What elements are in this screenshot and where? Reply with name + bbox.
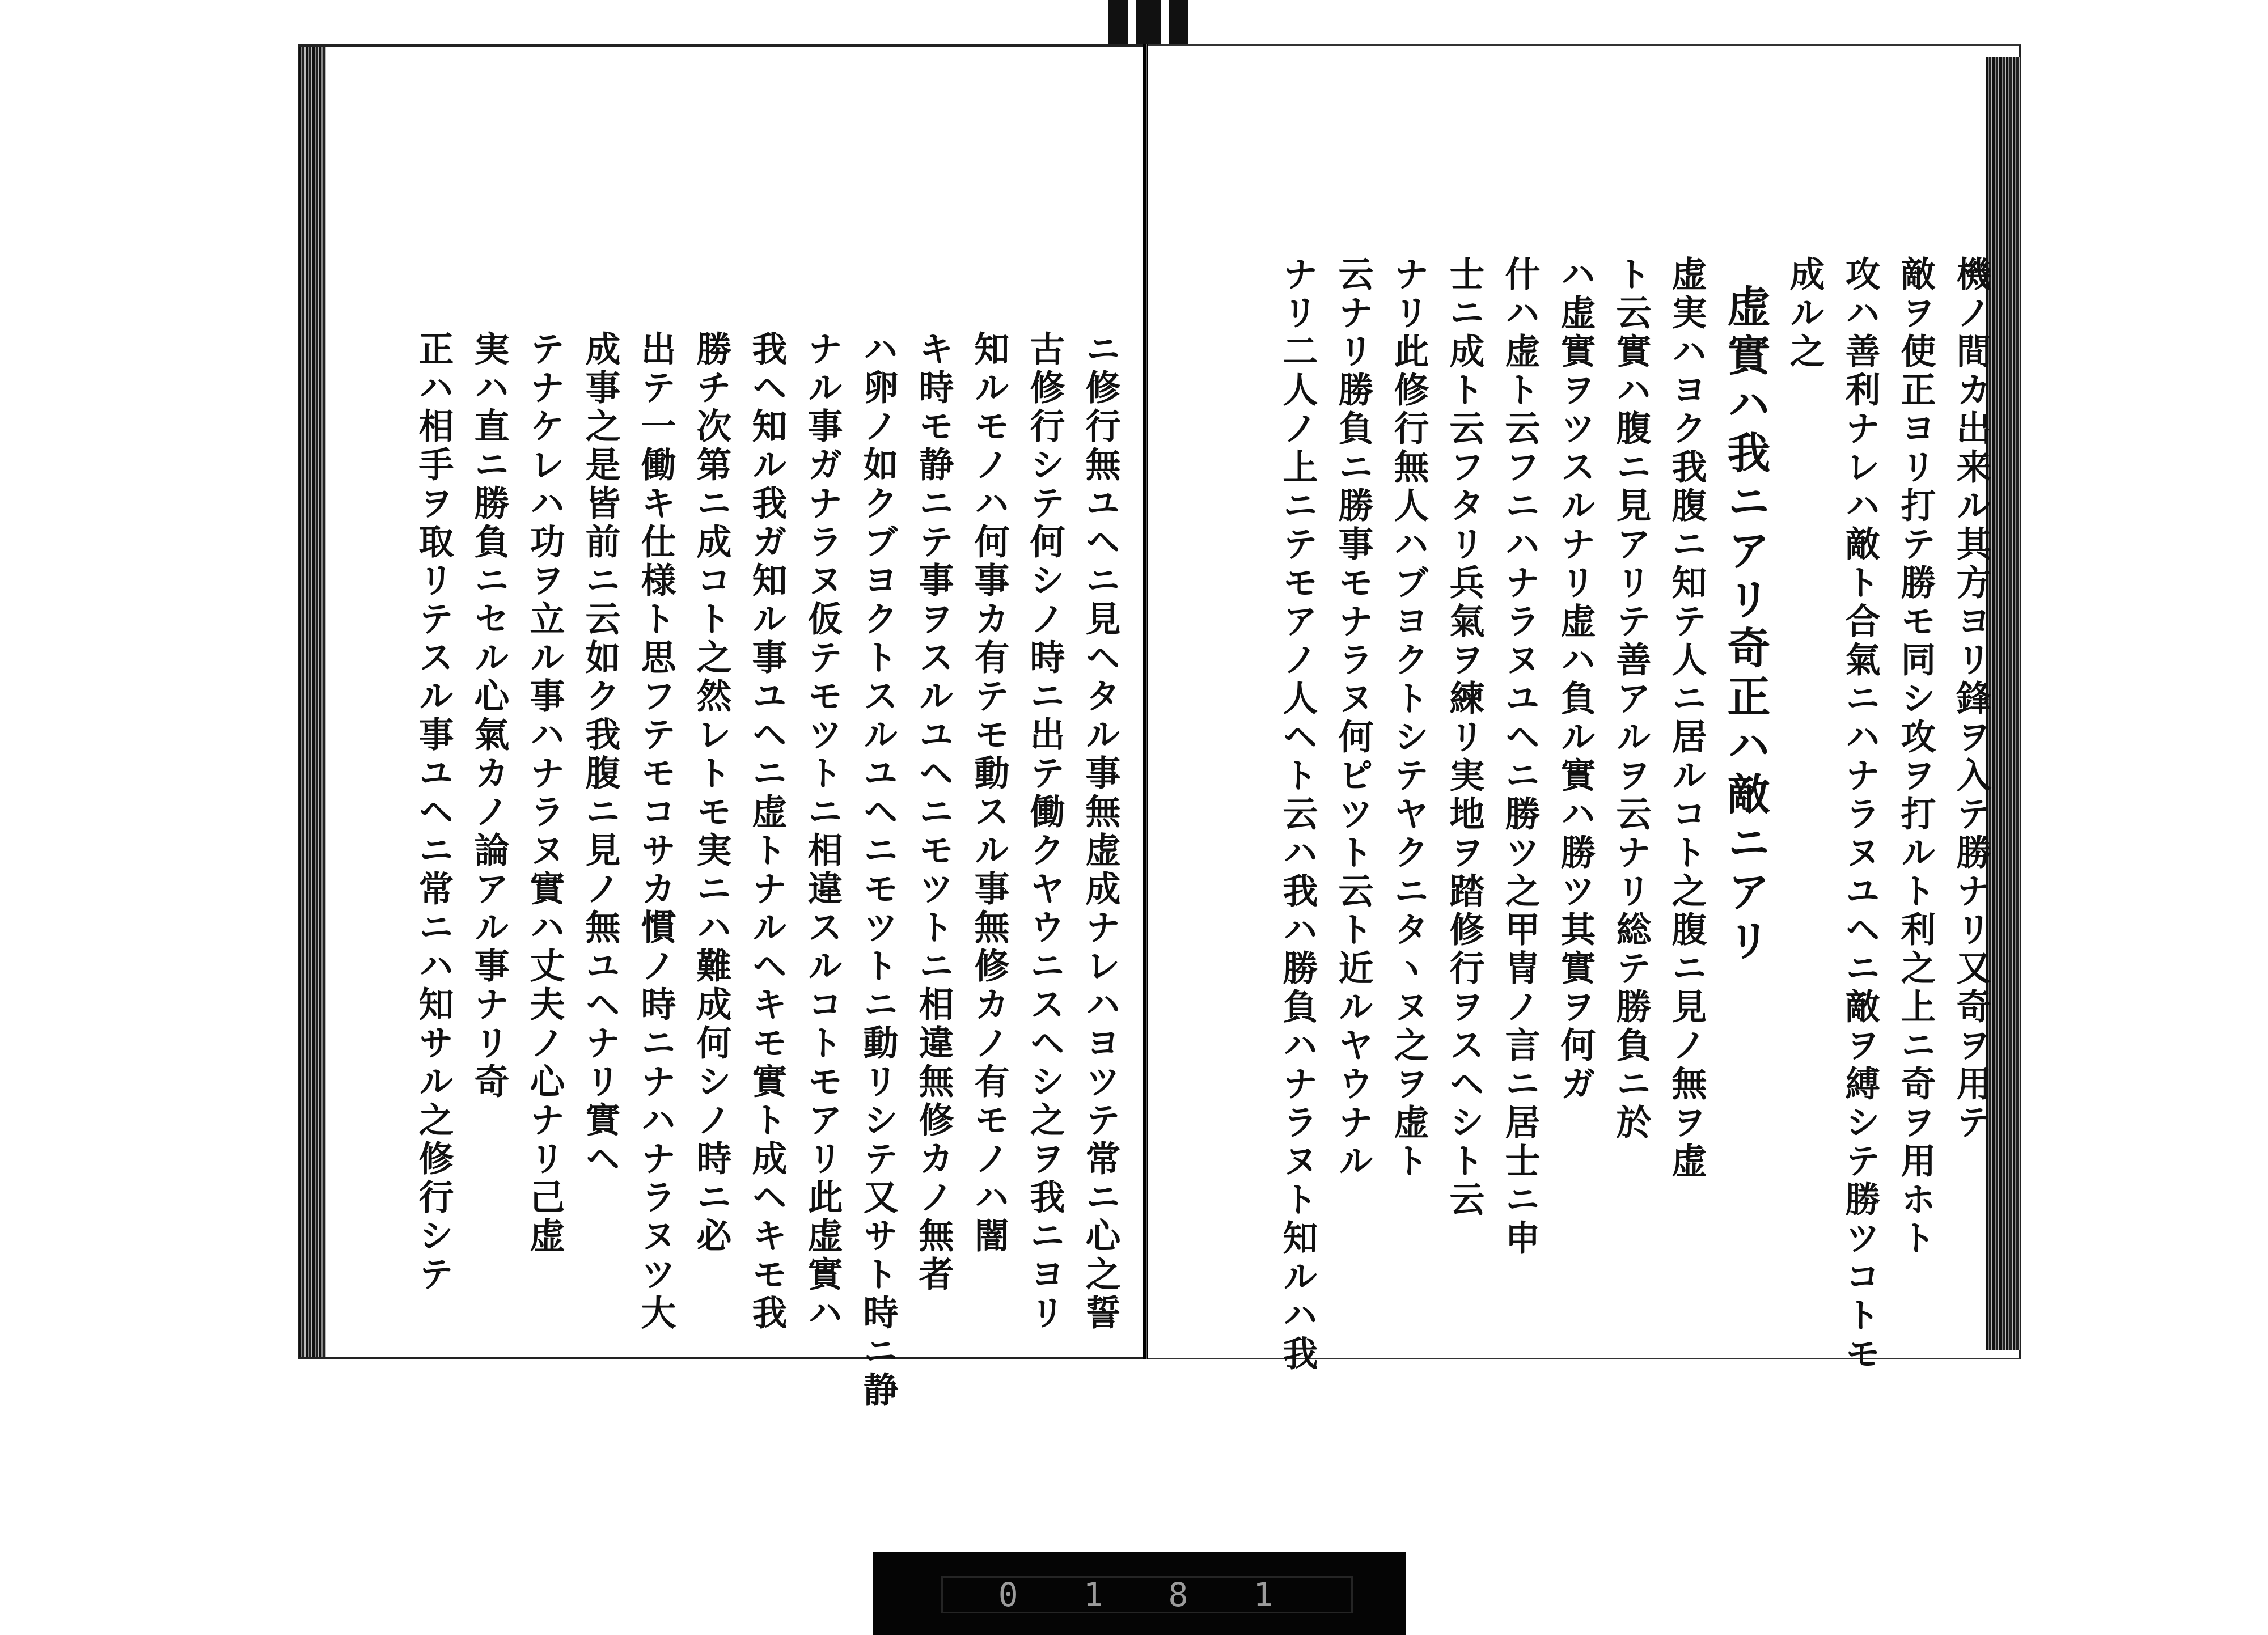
section-heading: 虚實ハ我ニアリ奇正ハ敵ニアリ xyxy=(1720,284,1771,967)
text-line: 古修行シテ何シノ時ニ出テ働クヤウニスヘシ之ヲ我ニヨリ xyxy=(1024,331,1065,1333)
text-line: 出テ一働キ仕様ト思フテモコサカ慣ノ時ニナハナラヌツ大 xyxy=(635,331,676,1333)
text-line: 攻ハ善利ナレハ敵ト合氣ニハナラヌユヘニ敵ヲ縛シテ勝ツコトモ xyxy=(1839,256,1881,1374)
text-line: ナル事ガナラヌ仮テモツトニ相違スルコトモアリ此虚實ハ xyxy=(802,331,843,1333)
text-line: ニ修行無ユヘニ見ヘタル事無虚成ナレハヨツテ常ニ心之誓 xyxy=(1080,331,1121,1333)
left-page-edge xyxy=(299,47,326,1357)
text-line: 什ハ虚ト云フニハナラヌユヘニ勝ツ之甲冑ノ言ニ居士ニ申 xyxy=(1499,256,1541,1258)
text-line: 実ハ直ニ勝負ニセル心氣カノ論アル事ナリ奇 xyxy=(468,331,510,1102)
text-line: ナリ此修行無人ハブヨクトシテヤクニタヽヌ之ヲ虚ト xyxy=(1388,256,1429,1181)
right-page-text xyxy=(1277,256,1999,1374)
text-line: ナリ二人ノ上ニテモアノ人ヘト云ハ我ハ勝負ハナラヌト知ルハ我 xyxy=(1277,256,1318,1374)
frame-number-plate xyxy=(873,1552,1406,1635)
text-line: ハ虚實ヲツスルナリ虚ハ負ル實ハ勝ツ其實ヲ何ガ xyxy=(1555,256,1596,1104)
text-line: 敵ヲ使正ヨリ打テ勝モ同シ攻ヲ打ルト利之上ニ奇ヲ用ホト xyxy=(1895,256,1936,1258)
frame-number: 0 1 8 1 xyxy=(941,1576,1353,1613)
text-line: 正ハ相手ヲ取リテスル事ユヘニ常ニハ知サル之修行シテ xyxy=(413,331,454,1294)
text-line: テナケレハ功ヲ立ル事ハナラヌ實ハ丈夫ノ心ナリ己虚 xyxy=(524,331,565,1256)
left-page-text xyxy=(334,331,1128,1410)
text-line: 我ヘ知ル我ガ知ル事ユヘニ虚トナルヘキモ實ト成ヘキモ我 xyxy=(746,331,788,1333)
text-line: 成ル之 xyxy=(1784,256,1825,371)
right-page xyxy=(1148,44,2021,1374)
text-line: 勝チ次第ニ成コト之然レトモ実ニハ難成何シノ時ニ必 xyxy=(691,331,732,1256)
book-spread xyxy=(298,44,2021,1410)
text-line: 士ニ成ト云フタリ兵氣ヲ練リ実地ヲ踏修行ヲスヘシト云 xyxy=(1444,256,1485,1219)
left-page xyxy=(298,44,1143,1410)
text-line: キ時モ静ニテ事ヲスルユヘニモツトニ相違無修カノ無者 xyxy=(913,331,954,1294)
text-line: 成事之是皆前ニ云如ク我腹ニ見ノ無ユヘナリ實ヘ xyxy=(579,331,621,1179)
text-line: 知ルモノハ何事カ有テモ動スル事無修カノ有モノハ闇 xyxy=(968,331,1010,1256)
text-line: 云ナリ勝負ニ勝事モナラヌ何ピツト云ト近ルヤウナル xyxy=(1332,256,1374,1181)
text-line: 虚実ハヨク我腹ニ知テ人ニ居ルコト之腹ニ見ノ無ヲ虚 xyxy=(1666,256,1707,1181)
text-line: ハ卵ノ如クブヨクトスルユヘニモツトニ動リシテ又サト時ニ静 xyxy=(857,331,899,1410)
text-line: ト云實ハ腹ニ見アリテ善アルヲ云ナリ総テ勝負ニ於 xyxy=(1610,256,1652,1142)
text-line: 機ノ間カ出来ル其方ヨリ鋒ヲ入テ勝ナリ又奇ヲ用テ xyxy=(1950,256,1992,1142)
